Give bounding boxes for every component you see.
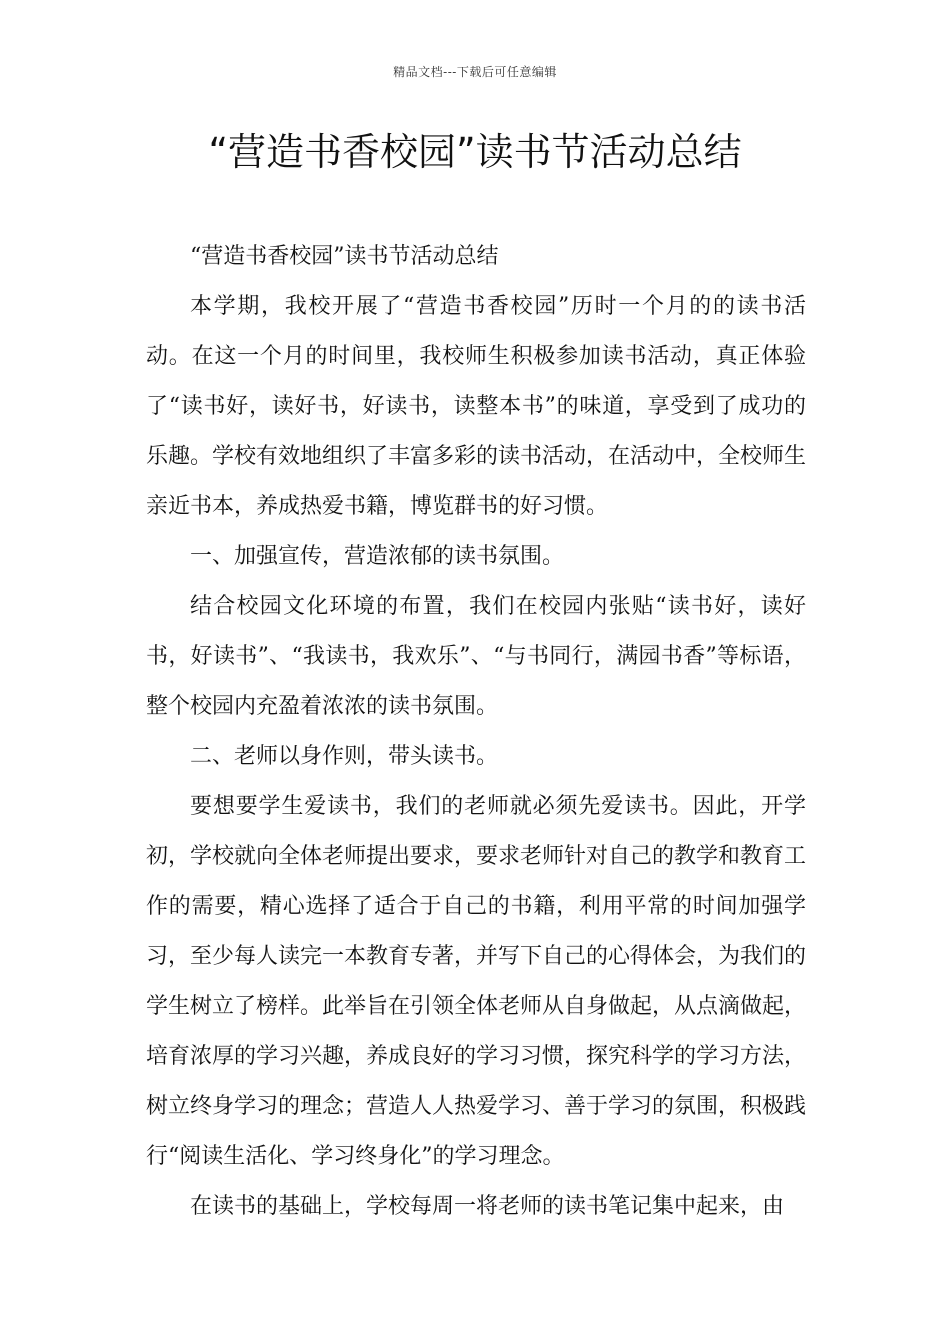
section-heading: 一、加强宣传，营造浓郁的读书氛围。 — [190, 544, 565, 569]
subtitle-paragraph: “营造书香校园”读书节活动总结 — [190, 244, 499, 269]
document-title: “营造书香校园”读书节活动总结 — [208, 130, 742, 174]
body-paragraph: 结合校园文化环境的布置，我们在校园内张贴“读书好，读好书，好读书”、“我读书，我欢乐”、“与书同行，满园书香”等标语，整个校园内充盈着浓浓的读书氛围。 — [146, 594, 806, 719]
document-body — [146, 232, 806, 1232]
body-paragraph: 要想要学生爱读书，我们的老师就必须先爱读书。因此，开学初，学校就向全体老师提出要求，要求老师针对自己的教学和教育工作的需要，精心选择了适合于自己的书籍，利用平常的时间加强学习，至少每人读完一本教育专著，并写下自己的心得体会，为我们的学生树立了榜样。此举旨在引领全体老师从自身做起，从点滴做起，培育浓厚的学习兴趣，养成良好的学习习惯，探究科学的学习方法，树立终身学习的理念；营造人人热爱学习、善于学习的氛围，积极践行“阅读生活化、学习终身化”的学习理念。 — [146, 794, 807, 1169]
header-note: 精品文档---下载后可任意编辑 — [393, 65, 557, 79]
section-heading: 二、老师以身作则，带头读书。 — [190, 744, 499, 769]
body-paragraph: 本学期，我校开展了“营造书香校园”历时一个月的的读书活动。在这一个月的时间里，我校师生积极参加读书活动，真正体验了“读书好，读好书，好读书，读整本书”的味道，享受到了成功的乐趣。学校有效地组织了丰富多彩的读书活动，在活动中，全校师生亲近书本，养成热爱书籍，博览群书的好习惯。 — [146, 294, 807, 519]
body-paragraph: 在读书的基础上，学校每周一将老师的读书笔记集中起来，由 — [190, 1194, 785, 1219]
